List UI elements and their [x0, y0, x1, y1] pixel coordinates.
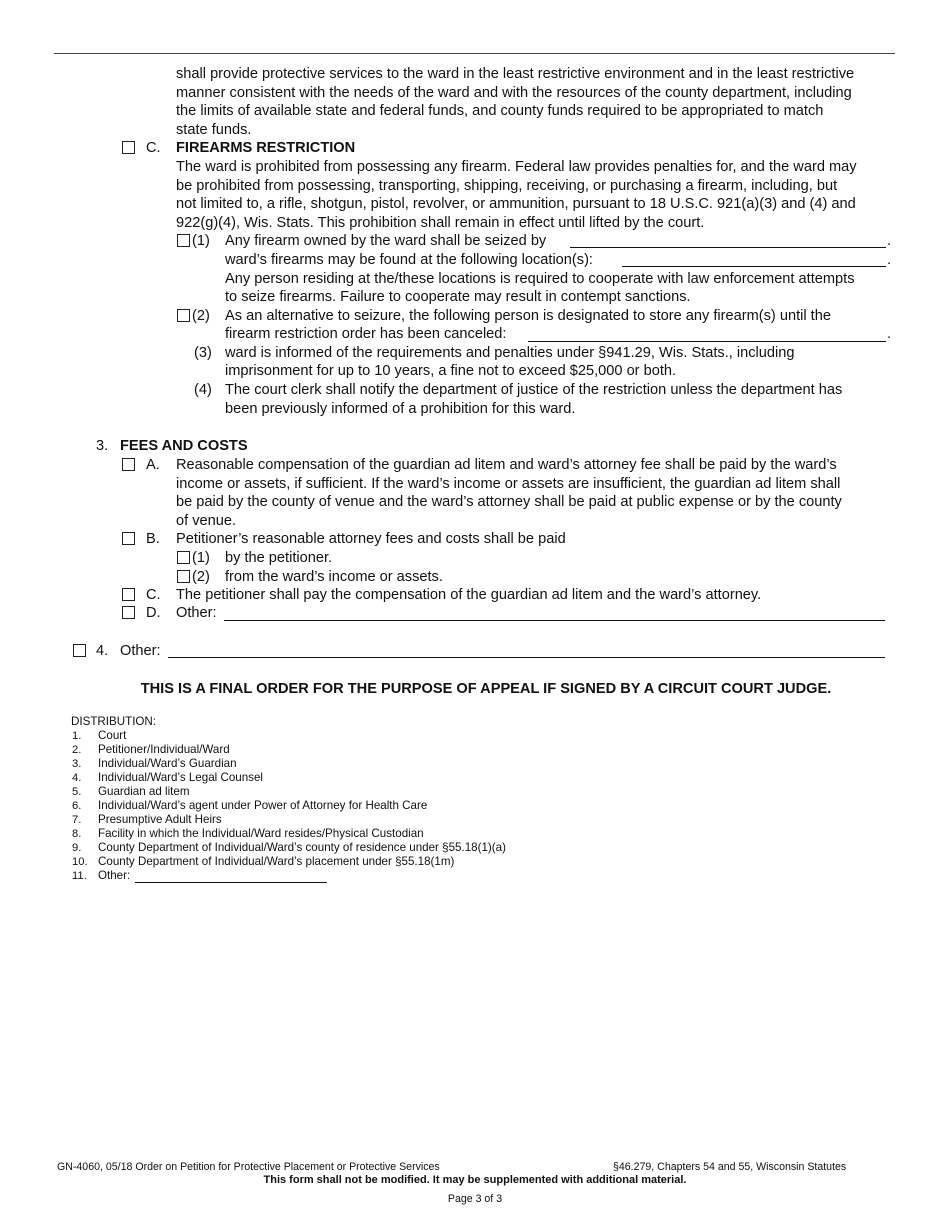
distribution-item: Individual/Ward’s Legal Counsel [98, 771, 263, 784]
fees-b1-number: (1) [192, 550, 210, 566]
distribution-number: 1. [72, 730, 82, 742]
firearm-storage-checkbox[interactable] [177, 309, 190, 322]
item4-number: (4) [194, 382, 212, 398]
fees-a-line: of venue. [176, 512, 237, 529]
distribution-item: Petitioner/Individual/Ward [98, 743, 230, 756]
seized-by-field[interactable] [570, 247, 886, 248]
final-order-statement: THIS IS A FINAL ORDER FOR THE PURPOSE OF APPEAL IF SIGNED BY A CIRCUIT COURT JUDGE. [140, 681, 832, 697]
section-c-letter: C. [146, 140, 161, 156]
fees-d-letter: D. [146, 605, 161, 621]
top-rule [54, 53, 895, 54]
firearm-location-field[interactable] [622, 266, 886, 267]
item2-line1: As an alternative to seizure, the following person is designated to store any firearm(s) until the [225, 308, 831, 324]
section-4-number: 4. [96, 643, 109, 659]
distribution-number: 8. [72, 828, 82, 840]
distribution-item: Presumptive Adult Heirs [98, 813, 222, 826]
fees-c-checkbox[interactable] [122, 588, 135, 601]
footer-form-id: GN-4060, 05/18 Order on Petition for Protective Placement or Protective Services [57, 1161, 440, 1173]
distribution-title: DISTRIBUTION: [71, 715, 157, 728]
fees-b1-checkbox[interactable] [177, 551, 190, 564]
fees-b1-text: by the petitioner. [225, 550, 333, 566]
fees-b-checkbox[interactable] [122, 532, 135, 545]
designated-person-field[interactable] [528, 341, 886, 342]
fees-a-checkbox[interactable] [122, 458, 135, 471]
distribution-item: County Department of Individual/Ward’s county of residence under §55.18(1)(a) [98, 841, 506, 854]
fees-d-label: Other: [176, 605, 217, 621]
fees-a-line: Reasonable compensation of the guardian ad litem and ward’s attorney fee shall be paid by the ward’s [176, 457, 837, 473]
fees-a-text [176, 456, 906, 530]
body-line: not limited to, a rifle, shotgun, pistol, revolver, or ammunition, pursuant to 18 U.S.C. 921(a)(3) and (4) and [176, 196, 856, 213]
intro-line: the limits of available state and federal funds, and county funds required to be appropriated to match [176, 103, 824, 120]
item1-line4: to seize firearms. Failure to cooperate may result in contempt sanctions. [225, 289, 691, 305]
fees-d-checkbox[interactable] [122, 606, 135, 619]
item1-line1: Any firearm owned by the ward shall be seized by [225, 233, 547, 249]
fees-b2-checkbox[interactable] [177, 570, 190, 583]
section-4-other-field[interactable] [168, 657, 885, 658]
firearm-seizure-checkbox[interactable] [177, 234, 190, 247]
distribution-item: Court [98, 729, 127, 742]
fees-c-text: The petitioner shall pay the compensation of the guardian ad litem and the ward’s attorney. [176, 587, 762, 603]
distribution-number: 10. [72, 856, 88, 868]
body-line: The ward is prohibited from possessing any firearm. Federal law provides penalties for, and the ward may [176, 159, 857, 175]
section-4-label: Other: [120, 643, 161, 659]
distribution-number: 9. [72, 842, 82, 854]
fees-a-line: income or assets, if sufficient. If the ward’s income or assets are insufficient, the guardian ad litem shall [176, 475, 841, 492]
fees-b-text: Petitioner’s reasonable attorney fees and costs shall be paid [176, 531, 566, 547]
fees-a-letter: A. [146, 457, 160, 473]
section-4-checkbox[interactable] [73, 644, 86, 657]
item3-number: (3) [194, 345, 212, 361]
distribution-number: 6. [72, 800, 82, 812]
intro-paragraph [176, 65, 906, 139]
item1-line2: ward’s firearms may be found at the following location(s): [225, 252, 593, 268]
fees-c-letter: C. [146, 587, 161, 603]
item1-line3: Any person residing at the/these locations is required to cooperate with law enforcement attempts [225, 271, 855, 287]
fees-b2-number: (2) [192, 569, 210, 585]
firearms-restriction-heading: FIREARMS RESTRICTION [176, 140, 356, 156]
fees-other-field[interactable] [224, 620, 885, 621]
distribution-number: 11. [72, 870, 87, 882]
intro-line: state funds. [176, 121, 252, 138]
intro-line: manner consistent with the needs of the ward and with the resources of the county department, including [176, 84, 852, 101]
distribution-item: County Department of Individual/Ward’s placement under §55.18(1m) [98, 855, 455, 868]
distribution-item: Individual/Ward’s Guardian [98, 757, 237, 770]
distribution-number: 3. [72, 758, 82, 770]
item2-line2: firearm restriction order has been canceled: [225, 326, 507, 342]
distribution-other-field[interactable] [135, 882, 327, 883]
page-number: Page 3 of 3 [447, 1193, 503, 1205]
item1-number: (1) [192, 233, 210, 249]
distribution-item: Guardian ad litem [98, 785, 190, 798]
fees-b-letter: B. [146, 531, 160, 547]
item3-line2: imprisonment for up to 10 years, a fine not to exceed $25,000 or both. [225, 363, 677, 379]
distribution-number: 5. [72, 786, 82, 798]
fees-a-line: be paid by the county of venue and the ward’s attorney shall be paid at public expense or by the county [176, 494, 842, 511]
footer-statutes: §46.279, Chapters 54 and 55, Wisconsin Statutes [613, 1161, 847, 1173]
body-line: be prohibited from possessing, transporting, shipping, receiving, or purchasing a firearm, including, but [176, 177, 838, 194]
section-3-number: 3. [96, 438, 109, 454]
fees-b2-text: from the ward’s income or assets. [225, 569, 443, 585]
body-line: 922(g)(4), Wis. Stats. This prohibition shall remain in effect until lifted by the court. [176, 214, 705, 231]
distribution-item: Facility in which the Individual/Ward resides/Physical Custodian [98, 827, 424, 840]
period: . [887, 326, 892, 342]
distribution-number: 4. [72, 772, 82, 784]
distribution-number: 7. [72, 814, 82, 826]
item4-line1: The court clerk shall notify the department of justice of the restriction unless the department has [225, 382, 843, 398]
fees-and-costs-heading: FEES AND COSTS [120, 438, 248, 454]
item2-number: (2) [192, 308, 210, 324]
distribution-number: 2. [72, 744, 82, 756]
firearms-restriction-checkbox[interactable] [122, 141, 135, 154]
item3-line1: ward is informed of the requirements and penalties under §941.29, Wis. Stats., including [225, 345, 795, 361]
firearms-restriction-body [176, 158, 906, 232]
distribution-item: Other: [98, 869, 131, 882]
intro-line: shall provide protective services to the ward in the least restrictive environment and in the least restrictive [176, 66, 855, 82]
distribution-item: Individual/Ward’s agent under Power of Attorney for Health Care [98, 799, 428, 812]
period: . [887, 252, 892, 268]
period: . [887, 233, 892, 249]
footer-notice: This form shall not be modified. It may be supplemented with additional material. [263, 1174, 687, 1186]
item4-line2: been previously informed of a prohibition for this ward. [225, 401, 576, 417]
